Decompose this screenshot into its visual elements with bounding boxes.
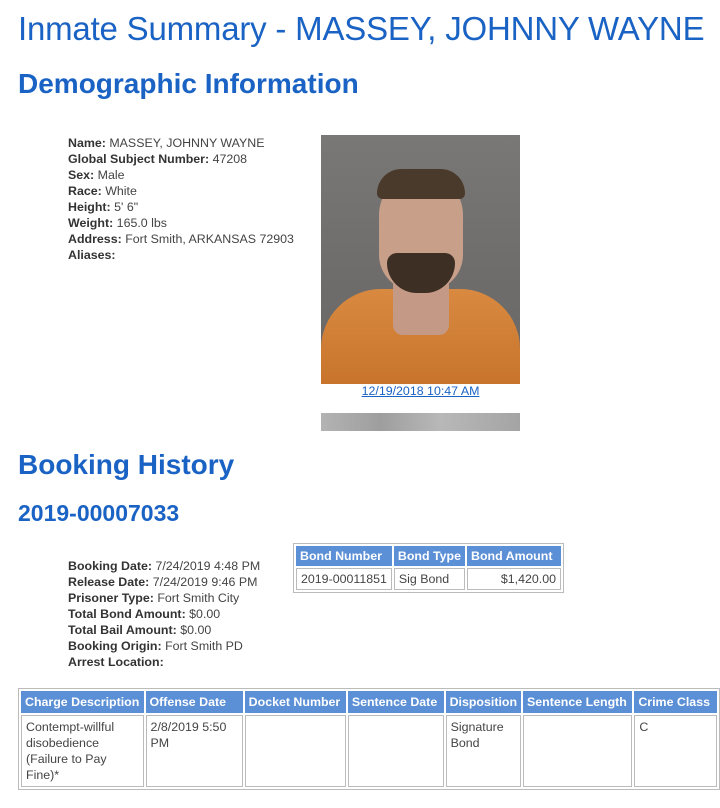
field-release-date: Release Date: 7/24/2019 9:46 PM — [68, 575, 258, 589]
field-booking-date: Booking Date: 7/24/2019 4:48 PM — [68, 559, 261, 573]
field-booking-origin: Booking Origin: Fort Smith PD — [68, 639, 243, 653]
charge-header-description: Charge Description — [21, 691, 144, 713]
field-weight: Weight: 165.0 lbs — [68, 216, 167, 230]
booking-history-heading: Booking History — [18, 449, 235, 480]
bond-header-number: Bond Number — [296, 546, 392, 566]
field-address: Address: Fort Smith, ARKANSAS 72903 — [68, 232, 294, 246]
charge-table-header-row — [21, 691, 717, 713]
field-arrest-location: Arrest Location: — [68, 655, 164, 669]
bond-type-cell: Sig Bond — [394, 568, 465, 590]
bond-amount-cell: $1,420.00 — [467, 568, 561, 590]
sentence-date-cell — [348, 715, 444, 787]
photo-hair — [377, 169, 465, 199]
page-title: Inmate Summary - MASSEY, JOHNNY WAYNE — [18, 10, 705, 47]
table-row — [296, 568, 561, 590]
booking-info — [68, 558, 260, 670]
bond-number-cell: 2019-00011851 — [296, 568, 392, 590]
crime-class-cell: C — [634, 715, 717, 787]
bond-header-type: Bond Type — [394, 546, 465, 566]
field-total-bond-amount: Total Bond Amount: $0.00 — [68, 607, 221, 621]
photo-thumbnail[interactable] — [321, 413, 520, 431]
charge-table — [18, 688, 720, 790]
disposition-cell: Signature Bond — [446, 715, 521, 787]
charge-header-sentence-length: Sentence Length — [523, 691, 632, 713]
sentence-length-cell — [523, 715, 632, 787]
table-row — [21, 715, 717, 787]
bond-table-header-row — [296, 546, 561, 566]
photo-date-link[interactable]: 12/19/2018 10:47 AM — [361, 384, 480, 398]
demographic-heading: Demographic Information — [18, 68, 359, 99]
field-sex: Sex: Male — [68, 168, 125, 182]
charge-header-sentence-date: Sentence Date — [348, 691, 444, 713]
charge-header-docket-number: Docket Number — [245, 691, 346, 713]
field-name: Name: MASSEY, JOHNNY WAYNE — [68, 136, 265, 150]
demographic-info — [68, 135, 294, 263]
field-global-subject-number: Global Subject Number: 47208 — [68, 152, 248, 166]
field-aliases: Aliases: — [68, 248, 116, 262]
field-total-bail-amount: Total Bail Amount: $0.00 — [68, 623, 212, 637]
bond-header-amount: Bond Amount — [467, 546, 561, 566]
mugshot-photo — [321, 135, 520, 384]
field-prisoner-type: Prisoner Type: Fort Smith City — [68, 591, 240, 605]
bond-table — [293, 543, 564, 593]
charge-header-disposition: Disposition — [446, 691, 521, 713]
charge-header-offense-date: Offense Date — [146, 691, 243, 713]
field-race: Race: White — [68, 184, 137, 198]
charge-description-cell: Contempt-willful disobedience (Failure to Pay Fine)* — [21, 715, 144, 787]
booking-number: 2019-00007033 — [18, 500, 180, 526]
docket-number-cell — [245, 715, 346, 787]
charge-header-crime-class: Crime Class — [634, 691, 717, 713]
offense-date-cell: 2/8/2019 5:50 PM — [146, 715, 243, 787]
field-height: Height: 5' 6" — [68, 200, 139, 214]
